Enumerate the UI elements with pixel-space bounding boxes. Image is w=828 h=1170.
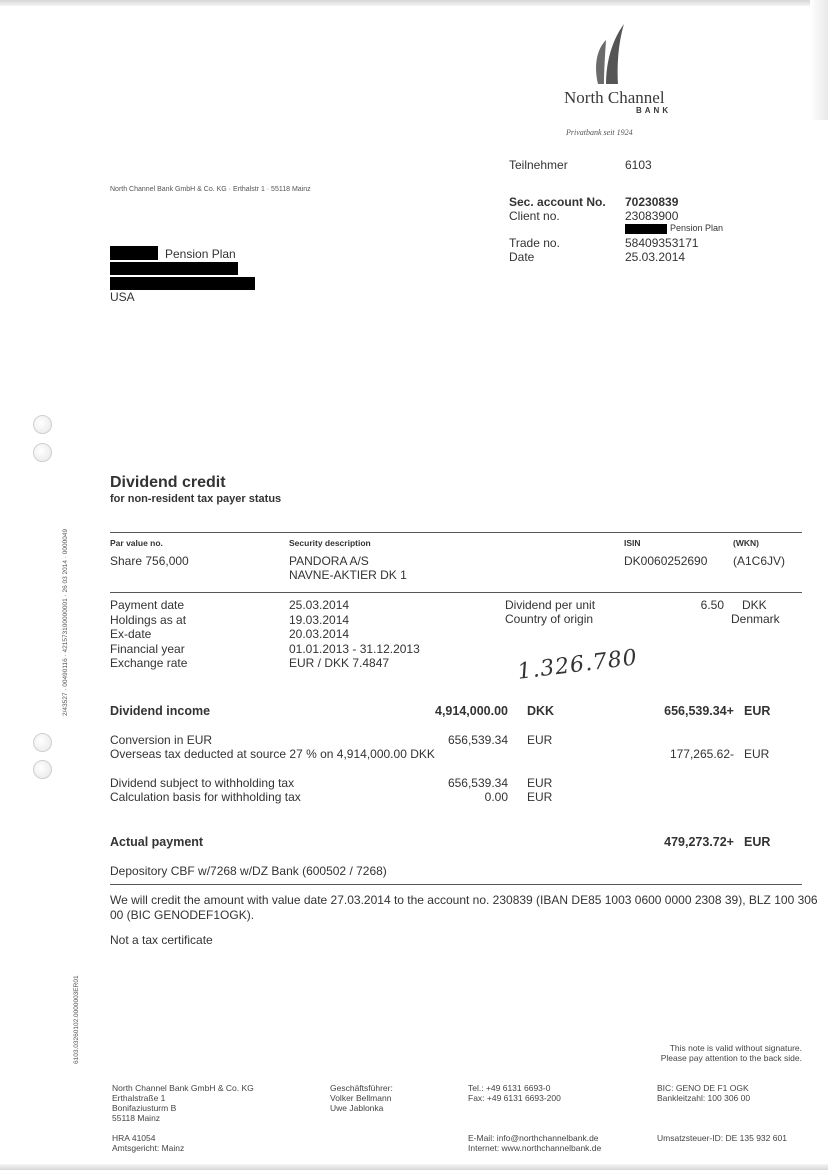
- col-par-value: Par value no.: [110, 538, 163, 548]
- footer-management-line: Volker Bellmann: [330, 1093, 392, 1103]
- withholding-subject-ccy: EUR: [527, 776, 553, 790]
- scan-edge-right: [810, 0, 828, 120]
- teilnehmer-value: 6103: [625, 158, 652, 172]
- overseas-tax-label: Overseas tax deducted at source 27 % on 4,914,000.00 DKK: [110, 747, 435, 761]
- margin-code-top: 2/43527 · 00490116 · 421573100000001 · 26 03 2014 · 0000049: [62, 528, 69, 716]
- footer-register: [112, 1133, 184, 1153]
- bank-logo-name: North Channel: [564, 88, 665, 107]
- calculation-basis-amount: 0.00: [484, 790, 508, 804]
- exchange-rate-label: Exchange rate: [110, 656, 188, 670]
- dividend-income-amount: 4,914,000.00: [435, 704, 508, 718]
- document-subtitle: for non-resident tax payer status: [110, 493, 282, 505]
- footer-vat: Umsatzsteuer-ID: DE 135 932 601: [657, 1133, 787, 1143]
- footer-email: E-Mail: info@northchannelbank.de: [468, 1133, 599, 1143]
- withholding-subject-amount: 656,539.34: [447, 776, 508, 790]
- col-security: Security description: [289, 538, 371, 548]
- margin-code-bottom: 6103.03260102.0000003ER01: [73, 975, 80, 1064]
- overseas-tax-amount: 177,265.62-: [669, 747, 734, 761]
- isin-value: DK0060252690: [624, 554, 708, 568]
- sender-line: North Channel Bank GmbH & Co. KG · Erthalstr 1 · 55118 Mainz: [110, 186, 311, 193]
- sec-account-label: Sec. account No.: [509, 195, 606, 209]
- actual-payment-label: Actual payment: [110, 835, 204, 849]
- credit-text: We will credit the amount with value date 27.03.2014 to the account no. 230839 (IBAN DE85 1003 0600 0000 2308 39), BLZ 100 306 00 (BIC GENODEF1OGK).: [110, 893, 818, 922]
- footer-address-line: North Channel Bank GmbH & Co. KG: [112, 1083, 254, 1093]
- footer-bic: BIC: GENO DE F1 OGK: [657, 1083, 749, 1093]
- footer-register-line: HRA 41054: [112, 1133, 156, 1143]
- payment-date-label: Payment date: [110, 598, 185, 612]
- overseas-tax-ccy: EUR: [744, 747, 770, 761]
- footer-management: [330, 1083, 393, 1113]
- depository-line: Depository CBF w/7268 w/DZ Bank (600502 / 7268): [110, 864, 387, 878]
- holdings-label: Holdings as at: [110, 612, 187, 627]
- client-value: 23083900: [625, 209, 679, 223]
- sec-account-value: 70230839: [625, 195, 679, 209]
- share-quantity: Share 756,000: [110, 554, 189, 568]
- dividend-income-eur: 656,539.34+: [664, 704, 734, 718]
- ex-date-label: Ex-date: [110, 627, 152, 641]
- divider: [110, 532, 802, 533]
- client-label: Client no.: [509, 209, 560, 223]
- sail-logo-icon: [560, 22, 680, 92]
- dividend-income-ccy: DKK: [527, 704, 555, 718]
- actual-payment-ccy: EUR: [744, 835, 771, 849]
- col-isin: ISIN: [624, 538, 641, 548]
- security-name: PANDORA A/S: [289, 554, 369, 568]
- actual-payment-amount: 479,273.72+: [664, 835, 734, 849]
- divider: [110, 592, 802, 593]
- conversion-label: Conversion in EUR: [110, 733, 213, 747]
- divider: [110, 884, 802, 885]
- document-title: Dividend credit: [110, 474, 226, 491]
- footer-tel: Tel.: +49 6131 6693-0: [468, 1083, 551, 1093]
- wkn-value: (A1C6JV): [733, 554, 786, 568]
- bank-tagline: Privatbank seit 1924: [566, 128, 633, 137]
- redaction-bar: [625, 224, 667, 234]
- validity-line-1: This note is valid without signature.: [669, 1043, 802, 1053]
- footer-fax: Fax: +49 6131 6693-200: [468, 1093, 561, 1103]
- footer-blz: Bankleitzahl: 100 306 00: [657, 1093, 751, 1103]
- footer-register-line: Amtsgericht: Mainz: [112, 1143, 185, 1153]
- footer-address-line: 55118 Mainz: [112, 1113, 161, 1123]
- trade-value: 58409353171: [625, 236, 699, 250]
- date-label: Date: [509, 250, 535, 264]
- handwritten-note: 1.326.780: [516, 645, 640, 685]
- withholding-subject-label: Dividend subject to withholding tax: [110, 776, 295, 790]
- redaction-bar: [110, 262, 238, 275]
- security-type: NAVNE-AKTIER DK 1: [289, 568, 407, 582]
- not-tax-certificate: Not a tax certificate: [110, 933, 213, 947]
- country-label: Country of origin: [505, 612, 594, 626]
- financial-year-label: Financial year: [110, 641, 185, 656]
- dividend-income-eur-ccy: EUR: [744, 704, 771, 718]
- details-labels: [110, 598, 187, 671]
- footer-management-line: Geschäftsführer:: [330, 1083, 393, 1093]
- financial-year-value: 01.01.2013 - 31.12.2013: [289, 641, 420, 656]
- validity-line-2: Please pay attention to the back side.: [660, 1053, 802, 1063]
- teilnehmer-label: Teilnehmer: [509, 158, 568, 172]
- holdings-value: 19.03.2014: [289, 612, 350, 627]
- footer-web: [468, 1133, 601, 1153]
- date-value: 25.03.2014: [625, 250, 686, 264]
- calculation-basis-label: Calculation basis for withholding tax: [110, 790, 301, 804]
- country-value: Denmark: [731, 612, 780, 626]
- dividend-per-unit-ccy: DKK: [742, 598, 767, 612]
- details-values: [289, 598, 420, 671]
- bank-logo-suffix: BANK: [636, 106, 672, 115]
- ex-date-value: 20.03.2014: [289, 627, 350, 641]
- footer-address-line: Erthalstraße 1: [112, 1093, 166, 1103]
- footer-phone: [468, 1083, 561, 1103]
- payment-date-value: 25.03.2014: [289, 598, 350, 612]
- punch-hole: [33, 760, 52, 779]
- redaction-bar: [110, 246, 158, 260]
- recipient-country: USA: [110, 290, 135, 304]
- scan-edge-bottom: [0, 1164, 828, 1170]
- recipient-name: Pension Plan: [165, 247, 236, 261]
- conversion-amount: 656,539.34: [447, 733, 508, 747]
- punch-hole: [33, 733, 52, 752]
- validity-note: [560, 1043, 802, 1063]
- footer-website: Internet: www.northchannelbank.de: [468, 1143, 602, 1153]
- exchange-rate-value: EUR / DKK 7.4847: [289, 656, 390, 670]
- dividend-per-unit-value: 6.50: [700, 598, 724, 612]
- dividend-income-label: Dividend income: [110, 704, 211, 718]
- col-wkn: (WKN): [733, 538, 759, 548]
- dividend-per-unit-label: Dividend per unit: [505, 598, 596, 612]
- conversion-ccy: EUR: [527, 733, 553, 747]
- client-sub: Pension Plan: [670, 223, 724, 233]
- footer-bank-codes: [657, 1083, 750, 1103]
- trade-label: Trade no.: [509, 236, 560, 250]
- scan-edge-top: [0, 0, 828, 6]
- redaction-bar: [110, 277, 255, 290]
- footer-management-line: Uwe Jablonka: [330, 1103, 384, 1113]
- calculation-basis-ccy: EUR: [527, 790, 553, 804]
- footer-address-line: Bonifaziusturm B: [112, 1103, 177, 1113]
- punch-hole: [33, 415, 52, 434]
- punch-hole: [33, 443, 52, 462]
- footer-address: [112, 1083, 254, 1123]
